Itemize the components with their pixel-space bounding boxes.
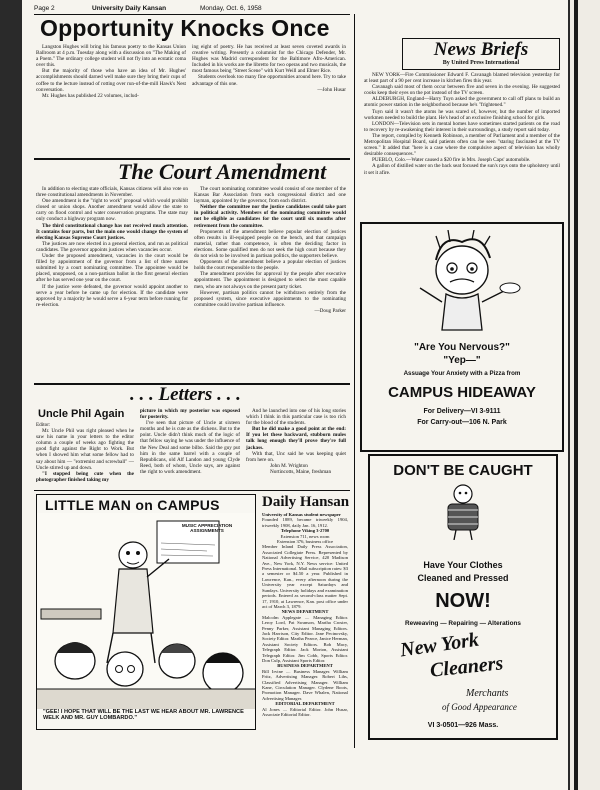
court-col2-p6: However, partisan politics cannot be withdrawn entirely from the proposed system, since executive appointments to the nominating committee could involve partisan influence. [194, 289, 346, 308]
opportunity-signature: —John Husar [317, 86, 346, 93]
news-briefs-byline: By United Press International [442, 60, 520, 66]
letters-col1 [36, 422, 134, 483]
adjacent-page-edge [570, 0, 600, 790]
letters-col3 [246, 408, 346, 475]
court-signature: —Doug Parker [314, 307, 346, 314]
opportunity-col1 [36, 44, 186, 99]
cleaners-tagline2: of Good Appearance [442, 702, 517, 712]
letters-col3-p1: And he launched into one of his long stories which I think in this particular case is too rich for the blood of the students. [246, 408, 346, 427]
ad-answer: "Yep—" [443, 355, 481, 366]
news-briefs-body [364, 72, 560, 176]
cleaners-name-line1: New York [398, 628, 481, 662]
section-rule [34, 490, 350, 491]
business-dept-heading: BUSINESS DEPARTMENT [277, 663, 333, 669]
masthead-ext-news: Extension 711, news room [280, 533, 330, 539]
masthead-founded: Founded 1889, became triweekly 1904, triweekly 1908, daily Jan. 16, 1912. [262, 517, 348, 528]
court-col2-p3: Proponents of the amendment believe popular election of justices often results in ill-equipped people on the bench, and that campaign material, rather than competence, is often the deciding factor in elections. Some qualified men do not seek the high court because they do not wish to be involved in partisan politics, the supporters believe. [194, 228, 346, 260]
comic-sign-text: MUSIC APPRECIATION ASSIGNMENTS [181, 523, 233, 534]
letters-col2 [140, 408, 240, 475]
court-col1-p4: The justices are now elected in a general election, and run as political candidates. The governor appoints justices when vacancies occur. [36, 240, 188, 253]
letter-headline: Uncle Phil Again [38, 408, 125, 420]
brief-p8: A gallon of distilled water on the back seat focused the sun's rays onto the upholstery until it set it afire. [364, 163, 560, 176]
court-col1-p6: If the justice were defeated, the governor would appoint another to serve a year before he came up for election. If the candidate were approved by a majority he would serve a 6-year term before running for re-election. [36, 283, 188, 308]
letters-col3-p2: But he did make a good point at the end: If you let these backward, stubborn mules talk long enough they'll prove they're full jackass. [246, 426, 346, 451]
masthead-info: Member Inland Daily Press Association, Associated Collegiate Press. Represented by National Advertising Service, 420 Madison Ave., New York, N.Y. News service: United Press International. Mail subscription rates: $3 a semester or $4.50 a year. Published in Lawrence, Kan., every afternoon during the University year except Saturdays and Sundays. University holidays and examination periods. Entered as second-class matter Sept. 17, 1910, at Lawrence, Kan. post office under act of March 3, 1879. [262, 544, 348, 609]
ad-carryout: For Carry-out—106 N. Park [417, 419, 507, 426]
opportunity-col2 [192, 44, 346, 93]
cleaners-services: Reweaving — Repairing — Alterations [405, 620, 521, 627]
cleaners-line1: Have Your Clothes [423, 560, 503, 570]
cleaners-tagline1: Merchants [466, 688, 509, 699]
letter-salutation: Editor: [36, 422, 51, 428]
column-rule [354, 14, 355, 748]
letters-col3-p3: With that, Unc said he was keeping quiet from here on. [246, 450, 346, 463]
paper-name: University Daily Kansan [92, 5, 167, 12]
ad-pizza-line: Assuage Your Anxiety with a Pizza from [403, 370, 521, 377]
court-col1-p5: Under the proposed amendment, vacancies in the court would be filled by appointment of the governor from a list of three names submitted by a court nominating committee. The appointee would be placed, unopposed, on a non-partisan ballot in the first general election after he has served one year on the court. [36, 253, 188, 284]
comic-caption: "GEE! I HOPE THAT WILL BE THE LAST WE HEAR ABOUT MR. LAWRENCE WELK AND MR. GUY LOMBARDO." [43, 709, 244, 722]
page-number: Page 2 [34, 5, 55, 12]
cleaners-headline: DON'T BE CAUGHT [393, 462, 533, 479]
business-dept-staff: Bill Irvine .... Business Manager. William Fritz, Advertising Manager. Robert Lihs, Classified Advertising Manager. William Kane, Circulation Manager. Clydene Boots, Promotion Manager. Dave Whalen, National Advertising Manager. [262, 668, 348, 701]
newspaper-page [22, 0, 568, 790]
news-briefs-header-box [402, 38, 560, 70]
news-dept-heading: NEWS DEPARTMENT [281, 609, 329, 615]
opportunity-col2-p2: Students overlook too many fine opportunities around here. Try to take advantage of this one. [192, 74, 346, 87]
court-col1-p3: The third constitutional change has not received much attention. It contains four parts, but the main one would change the system of electing Kansas Supreme Court justices. [36, 222, 188, 241]
campus-hideaway-name: CAMPUS HIDEAWAY [388, 384, 536, 401]
ad-delivery: For Delivery—VI 3-9111 [423, 408, 501, 415]
cleaners-name-line2: Cleaners [428, 652, 505, 682]
issue-date: Monday, Oct. 6, 1958 [200, 5, 262, 12]
court-col2 [194, 186, 346, 314]
cleaners-line2: Cleaned and Pressed [417, 573, 509, 583]
cleaners-phone: VI 3-0501—926 Mass. [427, 722, 499, 729]
opportunity-col2-p1: ing eight of poetry. He has received at least seven coveted awards in creative writing. Presently a columnist for the Chicago Defender, Mr. Hughes was Madrid correspondent for the Baltimore Afro-American. Included in his works are the libretto for two operas and two musicals, the most famous being "Street Scene" with Kurt Weill and Elmer Rice. [192, 44, 346, 75]
court-col1-p1: In addition to electing state officials, Kansas citizens will also vote on three constitutional amendments in November. [36, 186, 188, 199]
court-col1-p2: One amendment is the "right to work" proposal which would prohibit closed or union shops. Another amendment would allow the state to carry on flood control and water conservation programs. The state may only conduct a highway program now. [36, 198, 188, 223]
comic-panel [36, 494, 256, 730]
court-col2-p4: Opponents of the amendment believe a popular election of justices holds the court responsible to the people. [194, 259, 346, 272]
brief-p5: LONDON—Television sets in mental homes have sometimes started patients on the road to recovery by re-awakening their interest in their surroundings, a study report said today. [364, 120, 560, 133]
brief-p4: Tuyn said it wasn't the atoms he was scared of, however, but the number of imported workmen needed to build the plant. He's head of an exclusive finishing school for girls. [364, 108, 560, 121]
court-headline: The Court Amendment [118, 159, 327, 184]
masthead-subtitle: University of Kansas student newspaper [262, 512, 341, 517]
caught-man-icon [442, 482, 484, 540]
letter-signer-name: John M. Wrighton [270, 462, 308, 469]
opportunity-headline: Opportunity Knocks Once [40, 15, 330, 41]
brief-p7: PUEBLO, Colo.—Water caused a $20 fire in Mrs. Joseph Caps' automobile. [372, 157, 531, 164]
cleaners-now: NOW! [435, 590, 491, 612]
cleaners-ad [368, 454, 558, 740]
opportunity-col1-p2: But the majority of those who have an idea of Mr. Hughes' accomplishments should darned well make sure they bring their cups of coffee to the lecture instead of rotting over run-of-the-mill Hawk's Nest conversation. [36, 68, 186, 93]
letter-signer-place: Nortincotts, Maine, freshman [270, 468, 332, 475]
news-briefs-title: News Briefs [433, 39, 529, 60]
masthead-phone: Telephone Viking 3-2700 [280, 528, 330, 534]
brief-p2: Cavanagh said most of them occur between five and seven in the evening. He suggested cooks keep their eyes on the pot instead of the TV screen. [364, 84, 560, 97]
nervous-man-illustration [402, 230, 522, 338]
editorial-dept-heading: EDITORIAL DEPARTMENT [275, 701, 335, 707]
court-col2-p1: The court nominating committee would consist of one member of the Kansas Bar Association from each congressional district and one layman, appointed by the governor, from each district. [194, 186, 346, 205]
comic-illustration [37, 513, 255, 709]
masthead-body [262, 512, 348, 717]
court-col2-p5: The amendment provides for approval by the people after executive appointment. The appointment is designed to select the most capable men, who are not always on the present party ticket. [194, 271, 346, 290]
campus-hideaway-ad [360, 222, 564, 452]
brief-p1: NEW YORK—Fire Commissioner Edward F. Cavanagh blamed television yesterday for at least part of a 90 per cent increase in kitchen fires this year. [364, 72, 560, 85]
brief-p3: ALDEBURGH, England—Harry Tuyn asked the government to call off plans to build an atomic power station in the neighborhood because he's "frightened." [364, 96, 560, 109]
news-dept-staff: Malcolm Applegate .... Managing Editor. Leroy Lord, Pat Swanson, Martha Crosier, Penny Parker, Assistant Managing Editors. Jack Harrison, City Editor. Jane Pecinovsky, Society Editor. Martha Pearce, Janice Herman, Assistant Society Editors. Bob Macy, Telegraph Editor. Jack Morton, Assistant Telegraph Editor. Jim Cobb, Sports Editor. Don Culp, Assistant Sports Editor. [262, 614, 348, 663]
letters-headline: . . . Letters . . . [130, 384, 241, 405]
comic-title: LITTLE MAN on CAMPUS [45, 497, 220, 513]
masthead-title: Daily Hansan [262, 494, 350, 510]
letters-col2-p2: I've seen that picture of Uncle at sixteen months and he is cute as the dickens. But to the point. Uncle didn't think much of the logic of that fellow saying he was under the influence of the New Deal and some bilbo. Said the guy put him in the same barrel with a couple of Republicans, old Alf Landon and young Clyde Reed, both of whom, Uncle says, are against the right to work amendment. [140, 420, 240, 475]
ad-question: "Are You Nervous?" [414, 342, 510, 353]
court-col1 [36, 186, 188, 308]
court-col2-p2: Neither the committee nor the justice candidates could take part in political activity. Members of the nominating committee would not be eligible as candidates for the court until six months after retirement from the committee. [194, 204, 346, 229]
letters-col1-p1: Mr. Uncle Phil was right pleased when he saw his name in your letters to the editor column a couple of weeks ago fighting the good fight against the Right to Work. But when I showed him what some fellow had to say about him — "extremist and screwball" — Uncle stirred up and down. [36, 428, 134, 471]
brief-p6: The report, compiled by Kenneth Robinson, a member of Parliament and a member of the Metropolitan Hospital Board, said patients often can be seen "staring fascinated at the TV screen." It added that "here is a case where the compulsive aspect of television has wholly desirable consequences." [364, 132, 560, 158]
letters-col1-p2: "I stopped being cute when the photographer finished taking my [36, 470, 134, 483]
letters-col2-p1: picture in which my posterior was exposed for posterity. [140, 408, 240, 421]
masthead-ext-business: Extension 376, business office [276, 539, 334, 545]
editorial-dept-staff: Al Jones .... Editorial Editor. John Husar, Associate Editorial Editor. [262, 706, 348, 718]
opportunity-col1-p1: Langston Hughes will bring his famous poetry to the Kansas Union Ballroom at 4 p.m. Tuesday along with a discussion on "The Making of a Poem." The ordinary college student will not fly into an ecstatic coma over this. [36, 44, 186, 69]
opportunity-col1-p3: Mr. Hughes has published 22 volumes, includ- [42, 92, 139, 99]
